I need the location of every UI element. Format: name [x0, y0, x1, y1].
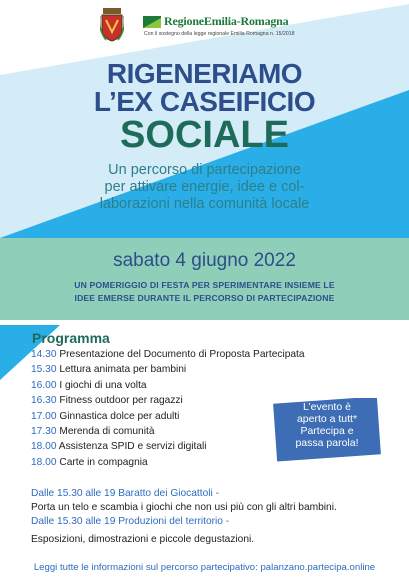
program-item-time: 17.00: [31, 410, 57, 422]
program-item: [31, 409, 305, 424]
program-list: [31, 347, 305, 470]
subtitle: [0, 162, 409, 213]
program-item-time: 16.30: [31, 395, 57, 407]
program-item: [31, 455, 305, 470]
footer-info: Leggi tutte le informazioni sul percorso partecipativo: palanzano.partecipa.online: [33, 562, 376, 573]
program-item-text: I giochi di una volta: [59, 379, 147, 391]
event-description-line-1: UN POMERIGGIO DI FESTA PER SPERIMENTARE INSIEME LE: [74, 280, 335, 290]
program-item: [31, 393, 305, 408]
title-line-3: SOCIALE: [120, 114, 289, 156]
program-item: [31, 347, 305, 362]
region-logo-subtitle: Con il sostegno della legge regionale Emilia Romagna n. 15/2018: [144, 31, 295, 37]
program-item-time: 17.30: [31, 426, 57, 438]
subtitle-line-3: laborazioni nella comunità locale: [99, 196, 310, 212]
extra-barter-text: Porta un telo e scambia i giochi che non usi più con gli altri bambini.: [31, 502, 337, 513]
crest-icon: [100, 8, 124, 42]
region-logo: [143, 14, 323, 37]
callout-line-2: aperto a tutt*: [296, 413, 358, 425]
program-item: [31, 439, 305, 454]
extra-barter-title: Dalle 15.30 alle 19 Baratto dei Giocattoli -: [31, 488, 220, 499]
callout-line-1: L’evento è: [303, 401, 351, 413]
subtitle-line-1: Un percorso di partecipazione: [108, 162, 301, 178]
program-item-time: 15.30: [31, 364, 57, 376]
event-date: sabato 4 giugno 2022: [113, 250, 296, 271]
program-item-text: Fitness outdoor per ragazzi: [59, 395, 183, 407]
program-item-text: Lettura animata per bambini: [59, 364, 187, 376]
program-item-text: Presentazione del Documento di Proposta Partecipata: [59, 349, 305, 360]
program-item-time: 18.00: [31, 456, 57, 468]
region-logo-title: RegioneEmilia-Romagna: [164, 14, 289, 28]
title-line-1: RIGENERIAMO: [106, 58, 303, 89]
title-line-2: L’EX CASEIFICIO: [93, 86, 316, 117]
subtitle-line-2: per attivare energie, idee e col-: [104, 179, 305, 195]
program-item: [31, 378, 305, 393]
program-item-text: Assistenza SPID e servizi digitali: [58, 441, 207, 453]
program-item-text: Merenda di comunità: [59, 426, 155, 438]
program-item-time: 14.30: [31, 349, 57, 360]
callout-line-3: Partecipa e: [300, 425, 354, 437]
program-item-time: 16.00: [31, 379, 57, 391]
program-item-time: 18.00: [31, 441, 57, 453]
event-description: [0, 279, 409, 305]
program-item: [31, 424, 305, 439]
extra-products-title: Dalle 15.30 alle 19 Produzioni del territorio -: [31, 516, 230, 527]
program-title: Programma: [32, 330, 110, 346]
callout-line-4: passa parola!: [295, 437, 359, 449]
program-item-text: Carte in compagnia: [59, 456, 148, 468]
event-description-line-2: IDEE EMERSE DURANTE IL PERCORSO DI PARTECIPAZIONE: [74, 293, 335, 303]
callout-text: [271, 401, 383, 449]
region-logo-icon: [143, 16, 161, 28]
extra-products-text: Esposizioni, dimostrazioni e piccole degustazioni.: [31, 534, 255, 545]
program-item: [31, 362, 305, 377]
program-item-text: Ginnastica dolce per adulti: [59, 410, 180, 422]
